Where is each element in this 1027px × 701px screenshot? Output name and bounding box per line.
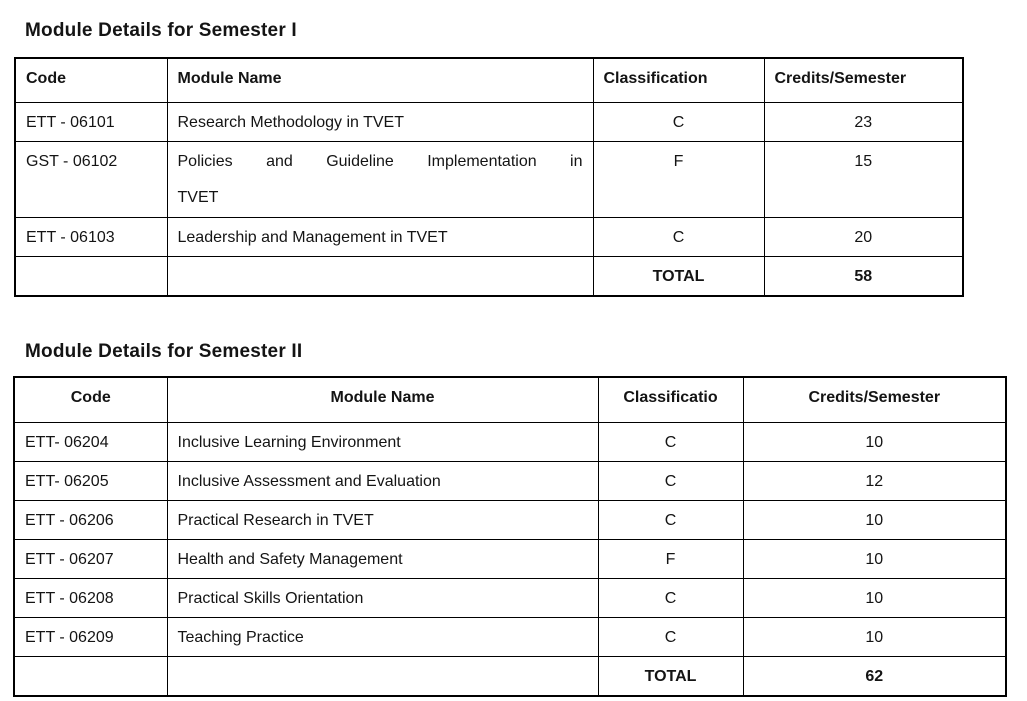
credits-cell: 10 xyxy=(743,501,1006,540)
empty-cell xyxy=(167,657,598,697)
table-row xyxy=(14,501,1006,540)
total-label: TOTAL xyxy=(598,657,743,697)
classification-cell: C xyxy=(598,579,743,618)
empty-cell xyxy=(15,256,167,296)
module-name-cell: Practical Skills Orientation xyxy=(167,579,598,618)
semester2-section xyxy=(0,341,1027,698)
total-row xyxy=(14,657,1006,697)
credits-cell: 15 xyxy=(764,141,963,217)
table-row xyxy=(15,102,963,141)
credits-cell: 23 xyxy=(764,102,963,141)
code-cell: ETT - 06208 xyxy=(14,579,167,618)
semester1-section xyxy=(0,20,1027,297)
module-name-cell: Research Methodology in TVET xyxy=(167,102,593,141)
module-name-line2: TVET xyxy=(177,188,219,206)
classification-cell: C xyxy=(593,102,764,141)
header-module-name: Module Name xyxy=(167,58,593,102)
semester1-table xyxy=(14,57,964,297)
table-row xyxy=(14,618,1006,657)
total-row xyxy=(15,256,963,296)
classification-cell: F xyxy=(598,540,743,579)
classification-cell: C xyxy=(593,217,764,256)
credits-cell: 10 xyxy=(743,423,1006,462)
semester2-table xyxy=(13,376,1007,698)
table-row xyxy=(14,423,1006,462)
table-row xyxy=(14,462,1006,501)
module-name-cell: Practical Research in TVET xyxy=(167,501,598,540)
classification-cell: C xyxy=(598,462,743,501)
header-classification: Classification xyxy=(593,58,764,102)
module-name-cell xyxy=(167,141,593,217)
classification-cell: C xyxy=(598,618,743,657)
credits-cell: 10 xyxy=(743,579,1006,618)
credits-cell: 10 xyxy=(743,618,1006,657)
module-name-cell: Teaching Practice xyxy=(167,618,598,657)
module-name-cell: Inclusive Assessment and Evaluation xyxy=(167,462,598,501)
module-name-cell: Health and Safety Management xyxy=(167,540,598,579)
semester2-header-row xyxy=(14,377,1006,423)
classification-cell: F xyxy=(593,141,764,217)
total-value: 62 xyxy=(743,657,1006,697)
code-cell: ETT- 06205 xyxy=(14,462,167,501)
module-name-cell: Inclusive Learning Environment xyxy=(167,423,598,462)
module-name-line1: Policies and Guideline Implementation in xyxy=(177,152,583,170)
code-cell: GST - 06102 xyxy=(15,141,167,217)
empty-cell xyxy=(14,657,167,697)
header-credits: Credits/Semester xyxy=(764,58,963,102)
header-module-name: Module Name xyxy=(167,377,598,423)
total-value: 58 xyxy=(764,256,963,296)
semester1-header-row xyxy=(15,58,963,102)
code-cell: ETT - 06101 xyxy=(15,102,167,141)
classification-cell: C xyxy=(598,423,743,462)
code-cell: ETT- 06204 xyxy=(14,423,167,462)
semester2-title: Module Details for Semester II xyxy=(25,340,303,362)
header-code: Code xyxy=(14,377,167,423)
empty-cell xyxy=(167,256,593,296)
total-label: TOTAL xyxy=(593,256,764,296)
code-cell: ETT - 06207 xyxy=(14,540,167,579)
table-row xyxy=(15,217,963,256)
module-name-cell: Leadership and Management in TVET xyxy=(167,217,593,256)
credits-cell: 10 xyxy=(743,540,1006,579)
header-classification: Classificatio xyxy=(598,377,743,423)
classification-cell: C xyxy=(598,501,743,540)
header-credits: Credits/Semester xyxy=(743,377,1006,423)
table-row xyxy=(14,579,1006,618)
code-cell: ETT - 06103 xyxy=(15,217,167,256)
code-cell: ETT - 06209 xyxy=(14,618,167,657)
table-row xyxy=(14,540,1006,579)
credits-cell: 20 xyxy=(764,217,963,256)
semester1-title: Module Details for Semester I xyxy=(25,20,297,41)
header-code: Code xyxy=(15,58,167,102)
credits-cell: 12 xyxy=(743,462,1006,501)
code-cell: ETT - 06206 xyxy=(14,501,167,540)
table-row xyxy=(15,141,963,217)
